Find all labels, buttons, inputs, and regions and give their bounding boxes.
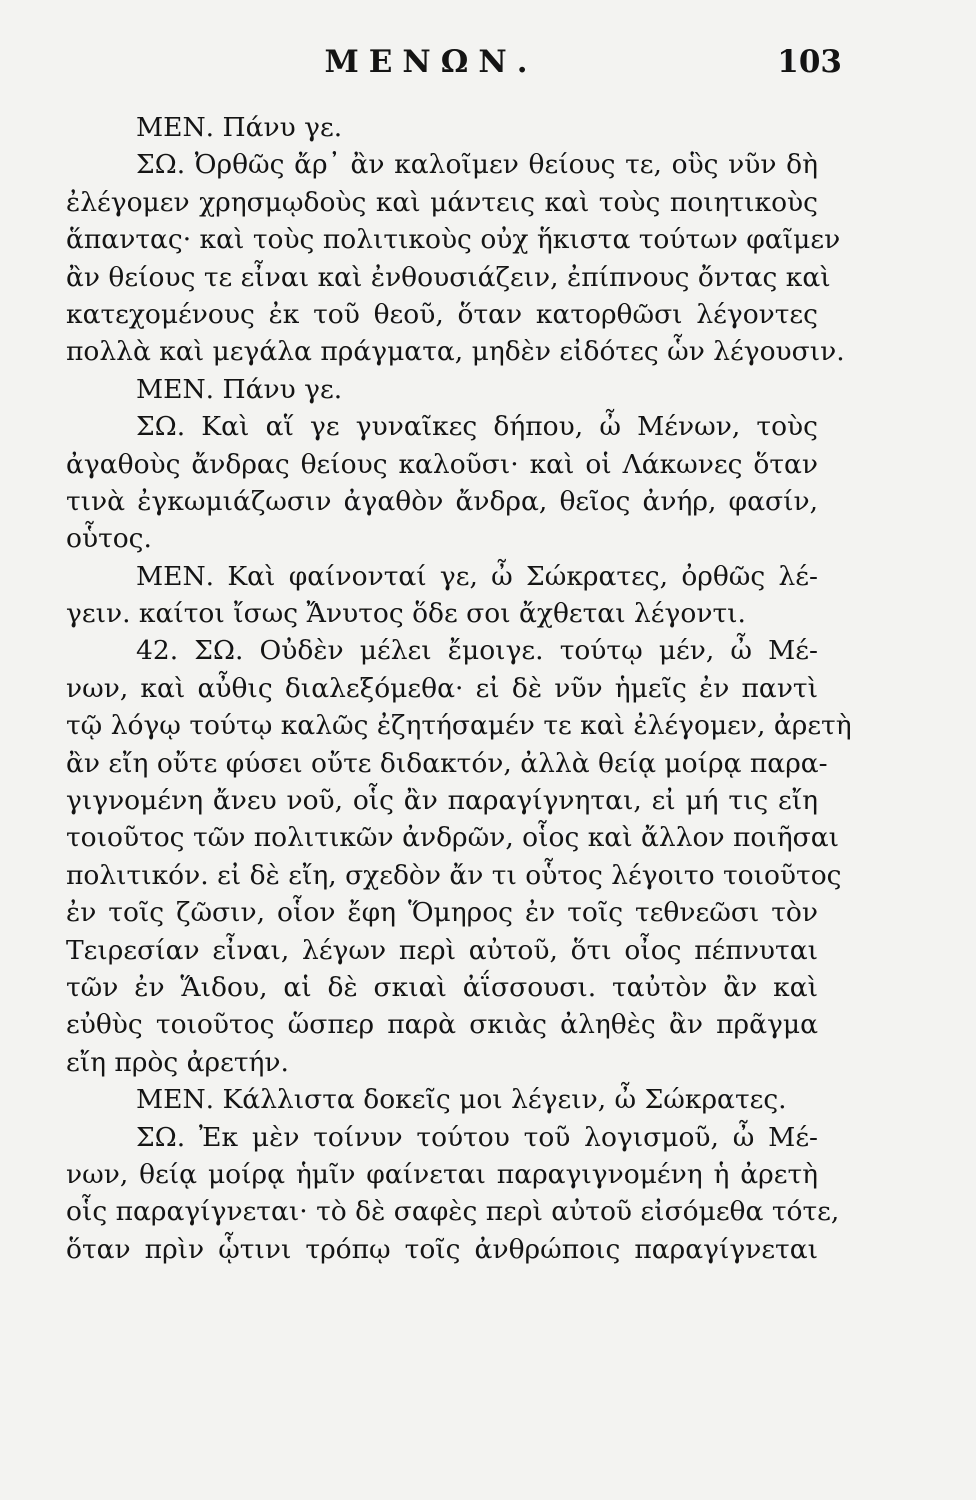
running-title: ΜΕΝΩΝ.	[324, 44, 538, 80]
body-text	[66, 109, 852, 1268]
text-line: εὐθὺς τοιοῦτος ὥσπερ παρὰ σκιὰς ἀληθὲς ἂν πρᾶγμα	[66, 1009, 818, 1041]
text-line: τῶν ἐν Ἅιδου, αἱ δὲ σκιαὶ ἀΐσσουσι. ταὐτὸν ἂν καὶ	[66, 971, 818, 1003]
text-line: ὅταν πρὶν ᾧτινι τρόπῳ τοῖς ἀνθρώποις παραγίγνεται	[66, 1233, 818, 1265]
page-number: 103	[777, 44, 842, 80]
text-line: ἂν εἴη οὔτε φύσει οὔτε διδακτόν, ἀλλὰ θείᾳ μοίρᾳ παρα-	[66, 747, 828, 779]
text-line: οἷς παραγίγνεται· τὸ δὲ σαφὲς περὶ αὐτοῦ εἰσόμεθα τότε,	[66, 1196, 840, 1228]
text-line: γιγνομένη ἄνευ νοῦ, οἷς ἂν παραγίγνηται, εἰ μή τις εἴη	[66, 785, 818, 817]
text-line: ἐλέγομεν χρησμῳδοὺς καὶ μάντεις καὶ τοὺς ποιητικοὺς	[66, 186, 818, 218]
text-line: πολλὰ καὶ μεγάλα πράγματα, μηδὲν εἰδότες ὧν λέγουσιν.	[66, 336, 845, 368]
text-line: κατεχομένους ἐκ τοῦ θεοῦ, ὅταν κατορθῶσι λέγοντες	[66, 298, 818, 330]
page-header	[0, 44, 976, 84]
text-line: ἂν θείους τε εἶναι καὶ ἐνθουσιάζειν, ἐπίπνους ὄντας καὶ	[66, 261, 831, 293]
text-line: ἅπαντας· καὶ τοὺς πολιτικοὺς οὐχ ἥκιστα τούτων φαῖμεν	[66, 224, 841, 256]
text-line: τῷ λόγῳ τούτῳ καλῶς ἐζητήσαμέν τε καὶ ἐλέγομεν, ἀρετὴ	[66, 710, 852, 742]
text-line: ΣΩ. Ἐκ μὲν τοίνυν τούτου τοῦ λογισμοῦ, ὦ Μέ-	[136, 1121, 818, 1153]
text-line: ΜΕΝ. Πάνυ γε.	[136, 373, 343, 405]
text-line: ΣΩ. Ὀρθῶς ἄρ᾽ ἂν καλοῖμεν θείους τε, οὓς νῦν δὴ	[136, 149, 818, 181]
text-line: ΜΕΝ. Καὶ φαίνονταί γε, ὦ Σώκρατες, ὀρθῶς λέ-	[136, 560, 818, 592]
text-line: ΜΕΝ. Κάλλιστα δοκεῖς μοι λέγειν, ὦ Σώκρατες.	[136, 1084, 787, 1116]
text-line: τοιοῦτος τῶν πολιτικῶν ἀνδρῶν, οἷος καὶ ἄλλον ποιῆσαι	[66, 822, 839, 854]
text-line: ΜΕΝ. Πάνυ γε.	[136, 112, 343, 143]
text-line: τινὰ ἐγκωμιάζωσιν ἀγαθὸν ἄνδρα, θεῖος ἀνήρ, φασίν,	[66, 485, 818, 517]
text-line: ἐν τοῖς ζῶσιν, οἷον ἔφη Ὅμηρος ἐν τοῖς τεθνεῶσι τὸν	[66, 897, 818, 929]
text-line: νων, θείᾳ μοίρᾳ ἡμῖν φαίνεται παραγιγνομένη ἡ ἀρετὴ	[66, 1158, 818, 1190]
text-line: γειν. καίτοι ἴσως Ἄνυτος ὅδε σοι ἄχθεται λέγοντι.	[66, 598, 746, 630]
text-line: εἴη πρὸς ἀρετήν.	[66, 1046, 289, 1078]
text-line: ἀγαθοὺς ἄνδρας θείους καλοῦσι· καὶ οἱ Λάκωνες ὅταν	[66, 448, 818, 480]
text-line: 42. ΣΩ. Οὐδὲν μέλει ἔμοιγε. τούτῳ μέν, ὦ Μέ-	[136, 635, 818, 667]
text-line: οὗτος.	[66, 523, 152, 555]
text-line: νων, καὶ αὖθις διαλεξόμεθα· εἰ δὲ νῦν ἡμεῖς ἐν παντὶ	[66, 672, 818, 704]
text-line: πολιτικόν. εἰ δὲ εἴη, σχεδὸν ἄν τι οὗτος λέγοιτο τοιοῦτος	[66, 859, 842, 891]
text-line: Τειρεσίαν εἶναι, λέγων περὶ αὐτοῦ, ὅτι οἶος πέπνυται	[66, 934, 818, 966]
text-line: ΣΩ. Καὶ αἵ γε γυναῖκες δήπου, ὦ Μένων, τοὺς	[136, 411, 818, 443]
